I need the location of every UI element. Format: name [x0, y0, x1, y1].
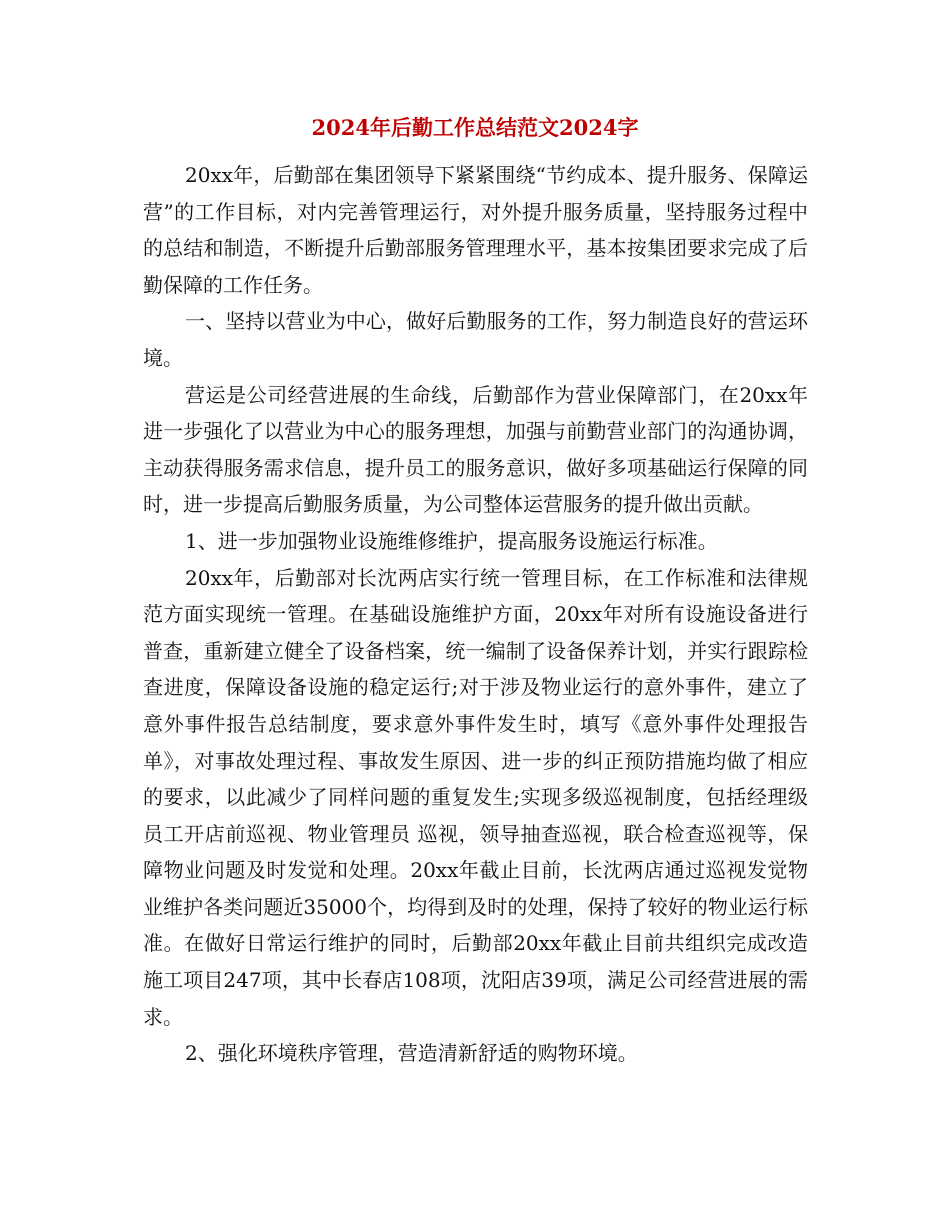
- paragraph-item-1-heading: 1、进一步加强物业设施维修维护，提高服务设施运行标准。: [185, 528, 718, 553]
- document-body: [143, 157, 808, 1072]
- paragraph-operations: 营运是公司经营进展的生命线，后勤部作为营业保障部门，在20xx年进一步强化了以营业为中心的服务理想，加强与前勤营业部门的沟通协调，主动获得服务需求信息，提升员工的服务意识，做好多项基础运行保障的同时，进一步提高后勤服务质量，为公司整体运营服务的提升做出贡献。: [143, 382, 808, 517]
- paragraph-item-2-heading: 2、强化环境秩序管理，营造清新舒适的购物环境。: [185, 1041, 638, 1066]
- paragraph-intro: 20xx年，后勤部在集团领导下紧紧围绕“节约成本、提升服务、保障运营”的工作目标，对内完善管理运行，对外提升服务质量，坚持服务过程中的总结和制造，不断提升后勤部服务管理理水平，基本按集团要求完成了后勤保障的工作任务。: [143, 163, 808, 297]
- paragraph-section-1-heading: 一、坚持以营业为中心，做好后勤服务的工作，努力制造良好的营运环境。: [143, 309, 808, 370]
- paragraph-maintenance: 20xx年，后勤部对长沈两店实行统一管理目标，在工作标准和法律规范方面实现统一管理。在基础设施维护方面，20xx年对所有设施设备进行普查，重新建立健全了设备档案，统一编制了设备保养计划，并实行跟踪检查进度，保障设备设施的稳定运行;对于涉及物业运行的意外事件，建立了意外事件报告总结制度，要求意外事件发生时，填写《意外事件处理报告单》，对事故处理过程、事故发生原因、进一步的纠正预防措施均做了相应的要求，以此减少了同样问题的重复发生;实现多级巡视制度，包括经理级员工开店前巡视、物业管理员 巡视，领导抽查巡视，联合检查巡视等，保障物业问题及时发觉和处理。20xx年截止目前，长沈两店通过巡视发觉物业维护各类问题近35000个，均得到及时的处理，保持了较好的物业运行标准。在做好日常运行维护的同时，后勤部20xx年截止目前共组织完成改造施工项目247项，其中长春店108项，沈阳店39项，满足公司经营进展的需求。: [143, 565, 808, 1029]
- document-title: 2024年后勤工作总结范文2024字: [311, 115, 639, 140]
